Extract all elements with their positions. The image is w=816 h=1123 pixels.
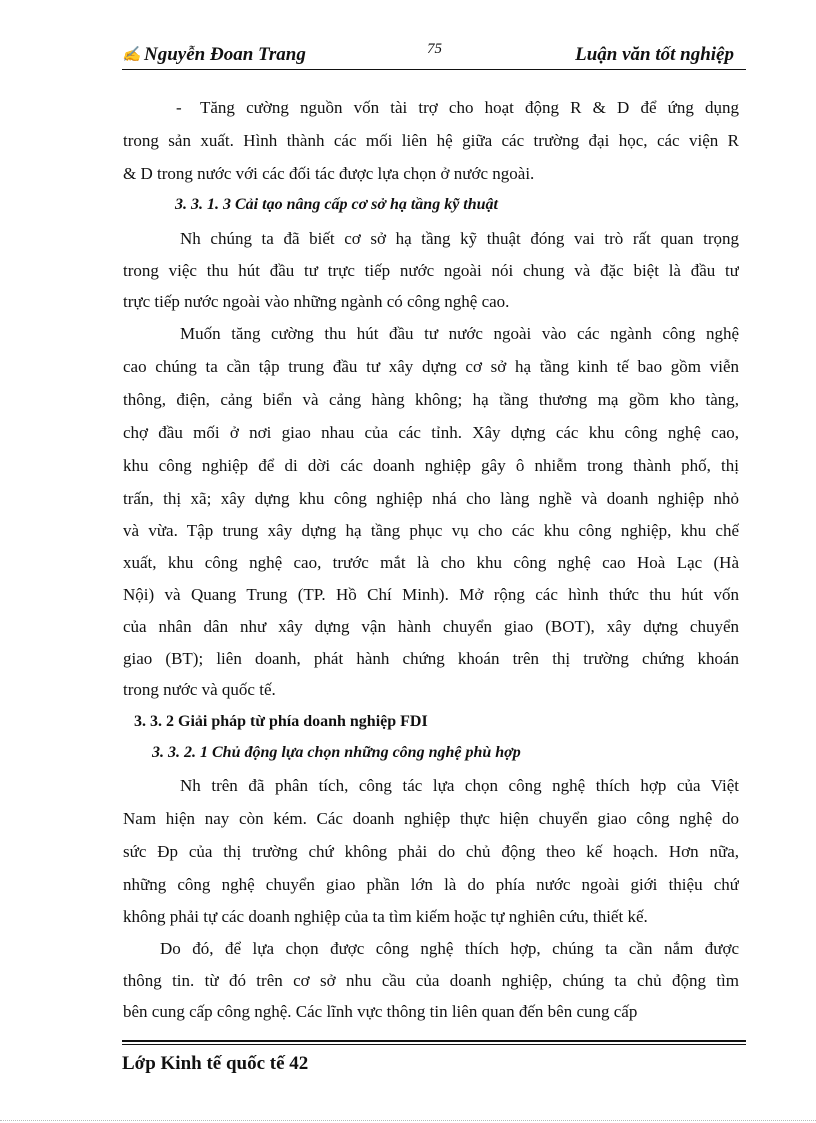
paragraph-line: Muốn tăng cường thu hút đầu tư nước ngoài vào các ngành công nghệ [180, 324, 739, 343]
paragraph-line: sức Đp của thị trường chứ không phải do chủ động theo kế hoạch. Hơn nữa, [123, 842, 739, 861]
paragraph-line: bên cung cấp công nghệ. Các lĩnh vực thông tin liên quan đến bên cung cấp [123, 1002, 638, 1021]
paragraph-line: trong sản xuất. Hình thành các mối liên hệ giữa các trường đại học, các viện R [123, 131, 739, 150]
paragraph-line: - Tăng cường nguồn vốn tài trợ cho hoạt động R & D để ứng dụng [176, 98, 739, 117]
paragraph-line: khu công nghiệp để di dời các doanh nghiệp gây ô nhiễm trong thành phố, thị [123, 456, 739, 475]
header-author [122, 44, 306, 66]
footer-divider [122, 1040, 746, 1042]
paragraph-line: Nh trên đã phân tích, công tác lựa chọn công nghệ thích hợp của Việt [180, 776, 739, 795]
header-divider [122, 69, 746, 70]
page-header [122, 41, 746, 70]
section-heading: 3. 3. 2 Giải pháp từ phía doanh nghiệp FDI [134, 713, 428, 730]
paragraph-line: thông, điện, cảng biển và cảng hàng không; hạ tầng thương mạ gồm kho tàng, [123, 390, 739, 409]
bullet-dash: - [176, 98, 182, 117]
paragraph-line: xuất, khu công nghệ cao, trước mắt là cho khu công nghệ cao Hoà Lạc (Hà [123, 553, 739, 572]
paragraph-line: Nh chúng ta đã biết cơ sở hạ tầng kỹ thuật đóng vai trò rất quan trọng [180, 229, 739, 248]
author-name: Nguyễn Đoan Trang [144, 44, 306, 65]
paragraph-line: không phải tự các doanh nghiệp của ta tìm kiếm hoặc tự nghiên cứu, thiết kế. [123, 907, 648, 926]
paragraph-line: của nhân dân như xây dựng vận hành chuyển giao (BOT), xây dựng chuyển [123, 617, 739, 636]
paragraph-line: và vừa. Tập trung xây dựng hạ tầng phục vụ cho các khu công nghiệp, khu chế [123, 521, 739, 540]
paragraph-line: & D trong nước với các đối tác được lựa chọn ở nước ngoài. [123, 164, 535, 183]
paragraph-line: trong nước và quốc tế. [123, 680, 276, 699]
paragraph-line: giao (BT); liên doanh, phát hành chứng khoán trên thị trường chứng khoán [123, 649, 739, 668]
paragraph-line: cao chúng ta cần tập trung đầu tư xây dựng cơ sở hạ tầng kinh tế bao gồm viễn [123, 357, 739, 376]
writing-hand-icon: ✍ [122, 47, 141, 63]
paragraph-line: những công nghệ chuyển giao phần lớn là do phía nước ngoài giới thiệu chứ [123, 875, 739, 894]
footer-divider-thin [122, 1044, 746, 1045]
footer-class-name: Lớp Kinh tế quốc tế 42 [122, 1053, 309, 1074]
paragraph-line: trực tiếp nước ngoài vào những ngành có công nghệ cao. [123, 292, 510, 311]
paragraph-line: Nam hiện nay còn kém. Các doanh nghiệp thực hiện chuyển giao công nghệ do [123, 809, 739, 828]
page-edge [0, 1120, 816, 1121]
paragraph-line: trong việc thu hút đầu tư trực tiếp nước ngoài nói chung và đặc biệt là đầu tư [123, 261, 739, 280]
paragraph-line: chợ đầu mối ở nơi giao nhau của các tỉnh. Xây dựng các khu công nghệ cao, [123, 423, 739, 442]
paragraph-line: Nội) và Quang Trung (TP. Hồ Chí Minh). Mở rộng các hình thức thu hút vốn [123, 585, 739, 604]
section-heading: 3. 3. 1. 3 Cải tạo nâng cấp cơ sở hạ tầng kỹ thuật [175, 196, 498, 213]
paragraph-line: Do đó, để lựa chọn được công nghệ thích hợp, chúng ta cần nắm được [160, 939, 739, 958]
paragraph-line: thông tin. từ đó trên cơ sở nhu cầu của doanh nghiệp, chúng ta chủ động tìm [123, 971, 739, 990]
document-type: Luận văn tốt nghiệp [575, 44, 734, 65]
subsection-heading: 3. 3. 2. 1 Chủ động lựa chọn những công nghệ phù hợp [152, 744, 521, 761]
page-number: 75 [427, 41, 442, 57]
paragraph-line: trấn, thị xã; xây dựng khu công nghiệp nhá cho làng nghề và doanh nghiệp nhỏ [123, 489, 739, 508]
